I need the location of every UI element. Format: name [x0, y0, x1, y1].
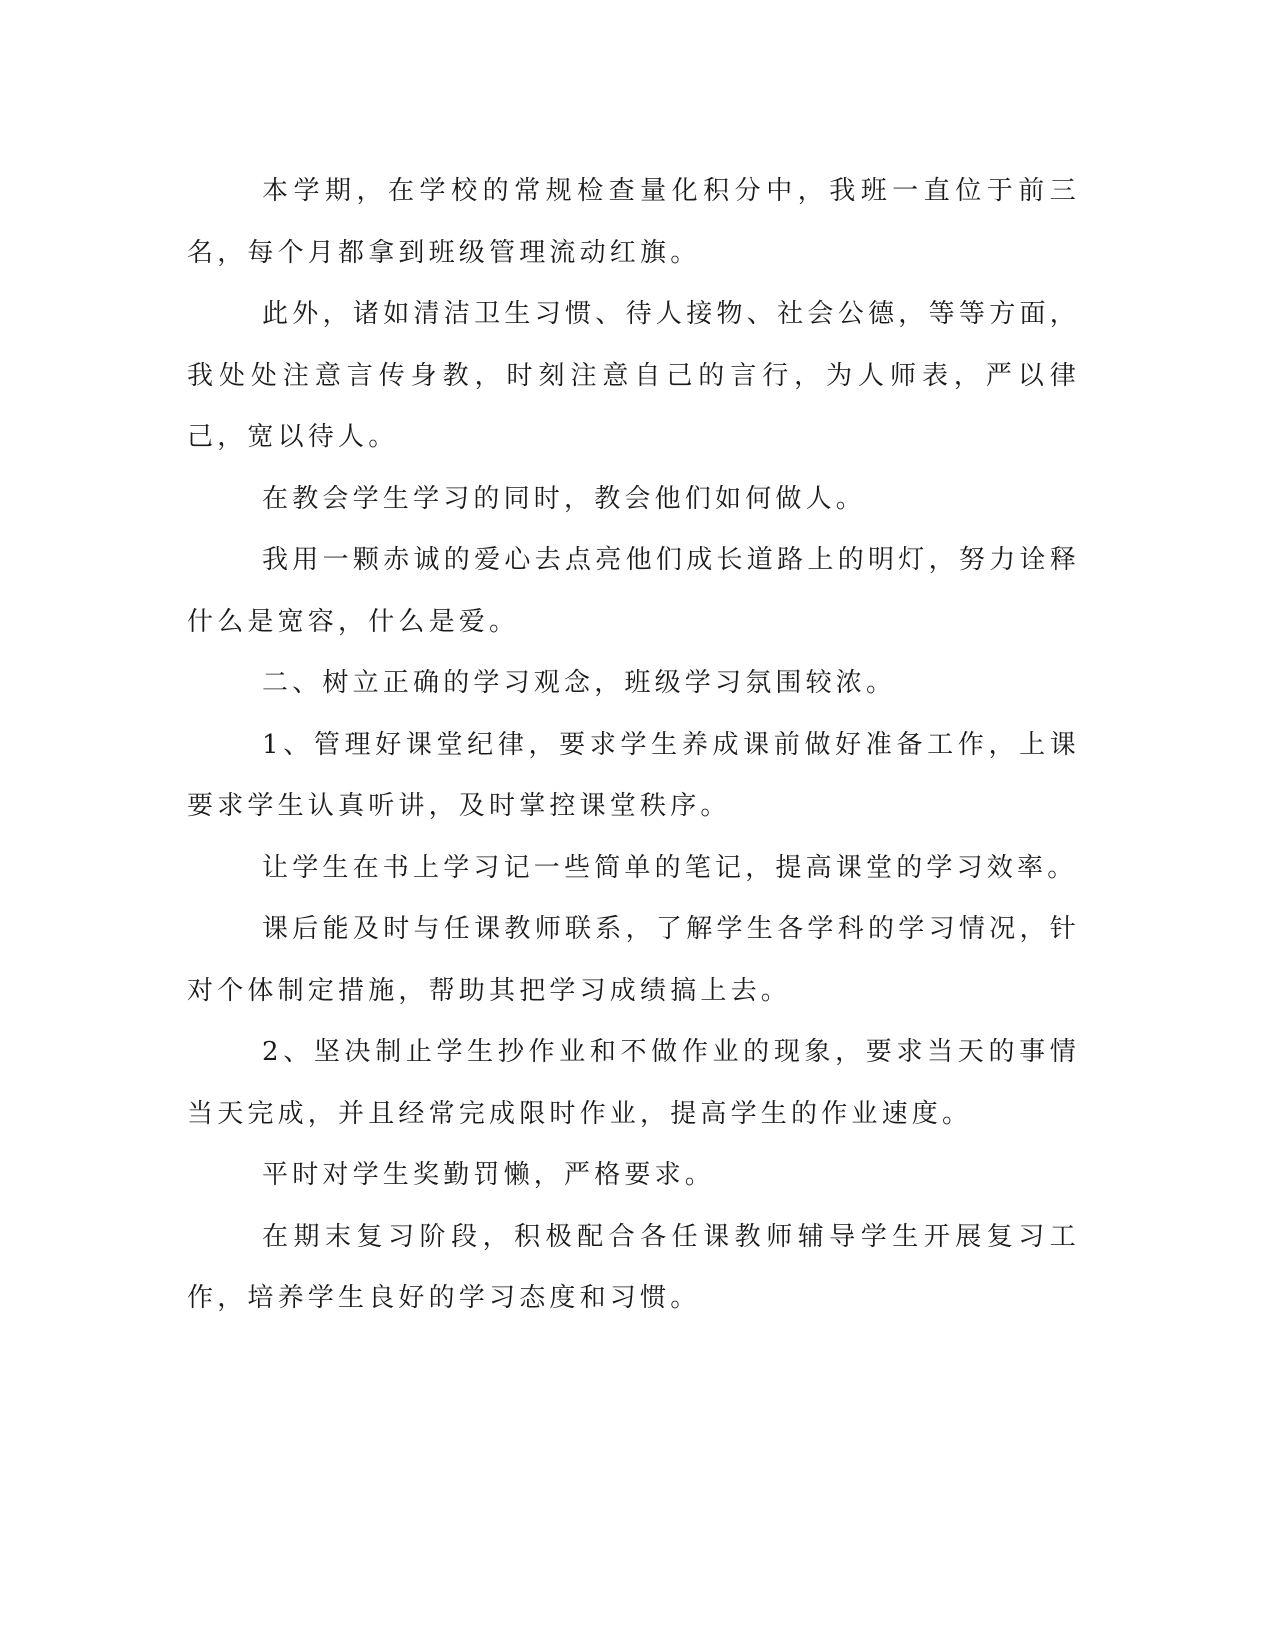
paragraph-item-2: 2、坚决制止学生抄作业和不做作业的现象，要求当天的事情当天完成，并且经常完成限时作业，提高学生的作业速度。 [187, 1037, 1080, 1129]
paragraph-7: 让学生在书上学习记一些简单的笔记，提高课堂的学习效率。 [262, 852, 1078, 883]
section-heading-2: 二、树立正确的学习观念，班级学习氛围较浓。 [262, 668, 897, 698]
document-body [187, 161, 1080, 1330]
paragraph-2: 此外，诸如清洁卫生习惯、待人接物、社会公德，等等方面，我处处注意言传身教，时刻注意自己的言行，为人师表，严以律己，宽以待人。 [187, 299, 1080, 452]
paragraph-11: 在期末复习阶段，积极配合各任课教师辅导学生开展复习工作，培养学生良好的学习态度和习惯。 [187, 1221, 1080, 1313]
paragraph-4: 我用一颗赤诚的爱心去点亮他们成长道路上的明灯，努力诠释什么是宽容，什么是爱。 [187, 545, 1080, 637]
paragraph-8: 课后能及时与任课教师联系，了解学生各学科的学习情况，针对个体制定措施，帮助其把学习成绩搞上去。 [187, 914, 1080, 1006]
paragraph-10: 平时对学生奖勤罚懒，严格要求。 [262, 1160, 716, 1190]
paragraph-item-1: 1、管理好课堂纪律，要求学生养成课前做好准备工作，上课要求学生认真听讲，及时掌控课堂秩序。 [187, 729, 1080, 821]
paragraph-1: 本学期，在学校的常规检查量化积分中，我班一直位于前三名，每个月都拿到班级管理流动红旗。 [187, 176, 1080, 268]
paragraph-3: 在教会学生学习的同时，教会他们如何做人。 [262, 483, 867, 514]
